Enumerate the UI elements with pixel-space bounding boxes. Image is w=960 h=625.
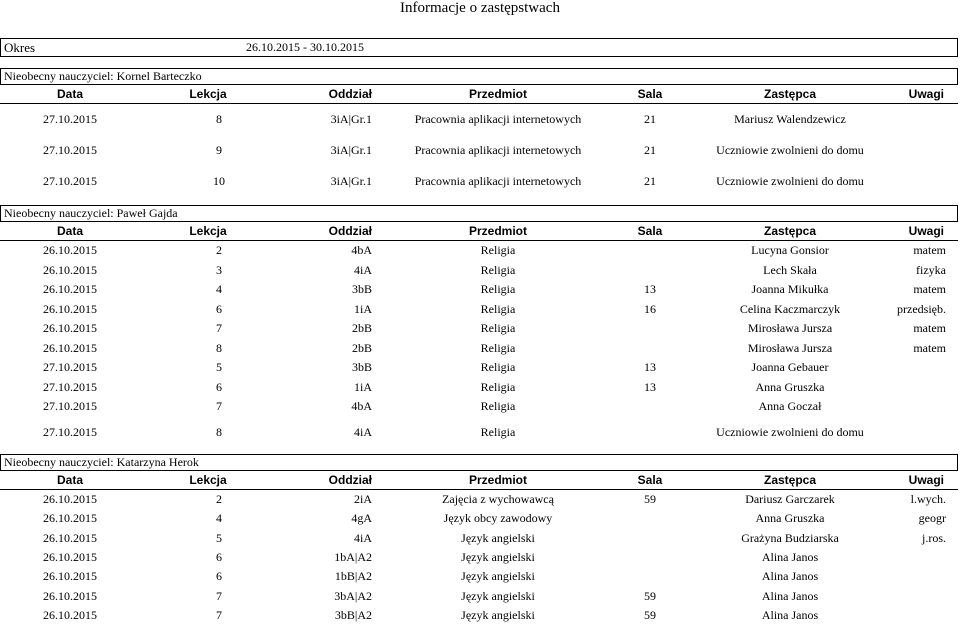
cell-przedmiot: Religia: [480, 340, 516, 355]
header-oddzial: Oddział: [328, 224, 372, 238]
cell-przedmiot: Język angielski: [461, 588, 535, 603]
cell-sala: 13: [644, 379, 656, 394]
table-row: [0, 417, 958, 448]
table-row: [0, 261, 958, 281]
cell-zastepca: Anna Gruszka: [755, 511, 825, 526]
cell-zastepca: Mirosława Jursza: [747, 340, 833, 355]
cell-przedmiot: Religia: [480, 379, 516, 394]
cell-zastepca: Anna Gruszka: [755, 379, 825, 394]
cell-zastepca: Alina Janos: [761, 607, 819, 622]
cell-przedmiot: Pracownia aplikacji internetowych: [414, 112, 582, 126]
cell-lekcja: 8: [216, 112, 222, 126]
cell-lekcja: 4: [216, 282, 222, 297]
cell-data: 26.10.2015: [43, 321, 97, 336]
table-row: [0, 548, 958, 567]
table-row: [0, 166, 958, 197]
cell-zastepca: Mariusz Walendzewicz: [734, 112, 846, 126]
header-uwagi: Uwagi: [908, 87, 944, 101]
cell-data: 26.10.2015: [43, 301, 97, 316]
cell-zastepca: Uczniowie zwolnieni do domu: [716, 424, 864, 439]
cell-oddzial: 1bB|A2: [334, 569, 372, 584]
cell-zastepca: Uczniowie zwolnieni do domu: [716, 143, 864, 157]
cell-zastepca: Grażyna Budziarska: [741, 530, 839, 545]
absent-teacher: [0, 205, 958, 221]
teacher-section: [0, 454, 958, 625]
header-data: Data: [56, 87, 83, 101]
cell-zastepca: Lech Skała: [763, 262, 817, 277]
table-row: [0, 135, 958, 166]
cell-zastepca: Dariusz Garczarek: [745, 492, 835, 507]
header-uwagi: Uwagi: [908, 224, 944, 238]
cell-lekcja: 10: [213, 174, 225, 188]
cell-oddzial: 2bB: [351, 340, 372, 355]
cell-lekcja: 2: [216, 243, 222, 258]
table-row: [0, 397, 958, 417]
cell-uwagi: przedsięb.: [897, 301, 946, 316]
cell-lekcja: 9: [216, 143, 222, 157]
cell-sala: 59: [644, 607, 656, 622]
header-przedmiot: Przedmiot: [468, 473, 527, 487]
header-sala: Sala: [637, 473, 663, 487]
cell-przedmiot: Język angielski: [461, 550, 535, 565]
table-row: [0, 509, 958, 528]
cell-przedmiot: Pracownia aplikacji internetowych: [414, 174, 582, 188]
cell-lekcja: 3: [216, 262, 222, 277]
cell-sala: 21: [644, 174, 656, 188]
cell-lekcja: 5: [216, 360, 222, 375]
absent-teacher-label: Nieobecny nauczyciel:: [4, 69, 117, 83]
cell-lekcja: 4: [216, 511, 222, 526]
cell-data: 26.10.2015: [43, 340, 97, 355]
cell-zastepca: Anna Goczał: [758, 399, 822, 414]
header-zastepca: Zastępca: [763, 87, 817, 101]
cell-oddzial: 3iA|Gr.1: [330, 143, 372, 157]
header-zastepca: Zastępca: [763, 224, 817, 238]
cell-oddzial: 4bA: [351, 243, 372, 258]
cell-oddzial: 3iA|Gr.1: [330, 174, 372, 188]
table-row: [0, 104, 958, 135]
cell-zastepca: Alina Janos: [761, 550, 819, 565]
header-oddzial: Oddział: [328, 87, 372, 101]
cell-lekcja: 7: [216, 399, 222, 414]
cell-oddzial: 4bA: [351, 399, 372, 414]
cell-uwagi: geogr: [918, 511, 946, 526]
cell-zastepca: Alina Janos: [761, 588, 819, 603]
cell-lekcja: 2: [216, 492, 222, 507]
cell-lekcja: 7: [216, 607, 222, 622]
cell-sala: 21: [644, 143, 656, 157]
absent-teacher-name: Kornel Barteczko: [116, 69, 202, 83]
cell-przedmiot: Religia: [480, 282, 516, 297]
cell-lekcja: 5: [216, 530, 222, 545]
cell-data: 26.10.2015: [43, 243, 97, 258]
table-row: [0, 280, 958, 300]
cell-oddzial: 3bB: [351, 360, 372, 375]
cell-uwagi: matem: [913, 321, 946, 336]
absent-teacher-name: Katarzyna Herok: [116, 455, 199, 469]
header-lekcja: Lekcja: [189, 224, 227, 238]
cell-sala: 59: [644, 588, 656, 603]
table-header: [0, 221, 958, 241]
cell-data: 27.10.2015: [43, 112, 97, 126]
cell-zastepca: Mirosława Jursza: [747, 321, 833, 336]
cell-oddzial: 2bB: [351, 321, 372, 336]
table-header: [0, 84, 958, 104]
cell-zastepca: Joanna Gebauer: [751, 360, 829, 375]
table-row: [0, 606, 958, 625]
cell-data: 27.10.2015: [43, 143, 97, 157]
cell-oddzial: 1bA|A2: [334, 550, 372, 565]
cell-data: 26.10.2015: [43, 588, 97, 603]
absent-teacher: [0, 68, 958, 84]
cell-oddzial: 4gA: [351, 511, 372, 526]
cell-uwagi: fizyka: [916, 262, 946, 277]
cell-przedmiot: Religia: [480, 424, 516, 439]
cell-zastepca: Celina Kaczmarczyk: [739, 301, 841, 316]
table-row: [0, 567, 958, 586]
cell-przedmiot: Religia: [480, 301, 516, 316]
cell-data: 26.10.2015: [43, 492, 97, 507]
cell-uwagi: matem: [913, 282, 946, 297]
cell-data: 26.10.2015: [43, 530, 97, 545]
cell-oddzial: 3bB: [351, 282, 372, 297]
cell-data: 26.10.2015: [43, 282, 97, 297]
header-sala: Sala: [637, 224, 663, 238]
cell-oddzial: 3iA|Gr.1: [330, 112, 372, 126]
teacher-section: [0, 205, 958, 448]
cell-przedmiot: Zajęcia z wychowawcą: [442, 492, 554, 507]
cell-przedmiot: Religia: [480, 262, 516, 277]
cell-lekcja: 8: [216, 340, 222, 355]
cell-przedmiot: Pracownia aplikacji internetowych: [414, 143, 582, 157]
cell-data: 27.10.2015: [43, 424, 97, 439]
table-row: [0, 490, 958, 509]
cell-uwagi: matem: [913, 340, 946, 355]
table-row: [0, 241, 958, 261]
table-row: [0, 378, 958, 398]
cell-data: 27.10.2015: [43, 174, 97, 188]
cell-przedmiot: Religia: [480, 360, 516, 375]
cell-przedmiot: Religia: [480, 321, 516, 336]
table-row: [0, 529, 958, 548]
table-row: [0, 319, 958, 339]
header-oddzial: Oddział: [328, 473, 372, 487]
header-przedmiot: Przedmiot: [468, 87, 527, 101]
cell-lekcja: 6: [216, 301, 222, 316]
cell-data: 27.10.2015: [43, 399, 97, 414]
cell-data: 26.10.2015: [43, 262, 97, 277]
cell-data: 27.10.2015: [43, 360, 97, 375]
cell-oddzial: 4iA: [354, 530, 372, 545]
cell-przedmiot: Język obcy zawodowy: [443, 511, 553, 526]
absent-teacher-label: Nieobecny nauczyciel:: [4, 455, 117, 469]
cell-przedmiot: Język angielski: [461, 530, 535, 545]
cell-oddzial: 2iA: [354, 492, 372, 507]
table-row: [0, 586, 958, 605]
absent-teacher-name: Paweł Gajda: [116, 206, 178, 220]
header-lekcja: Lekcja: [189, 473, 227, 487]
header-zastepca: Zastępca: [763, 473, 817, 487]
table-row: [0, 358, 958, 378]
table-header: [0, 470, 958, 490]
cell-sala: 16: [644, 301, 656, 316]
table-row: [0, 339, 958, 359]
cell-przedmiot: Religia: [480, 399, 516, 414]
cell-sala: 21: [644, 112, 656, 126]
cell-lekcja: 7: [216, 321, 222, 336]
cell-zastepca: Joanna Mikułka: [751, 282, 829, 297]
cell-oddzial: 1iA: [354, 379, 372, 394]
cell-zastepca: Alina Janos: [761, 569, 819, 584]
table-row: [0, 300, 958, 320]
cell-przedmiot: Język angielski: [461, 569, 535, 584]
period-row: [0, 38, 958, 57]
absent-teacher-label: Nieobecny nauczyciel:: [4, 206, 117, 220]
cell-lekcja: 7: [216, 588, 222, 603]
cell-data: 26.10.2015: [43, 607, 97, 622]
cell-zastepca: Lucyna Gonsior: [751, 243, 829, 258]
page-title: Informacje o zastępstwach: [400, 0, 560, 16]
cell-data: 27.10.2015: [43, 379, 97, 394]
header-przedmiot: Przedmiot: [468, 224, 527, 238]
cell-uwagi: matem: [913, 243, 946, 258]
cell-data: 26.10.2015: [43, 569, 97, 584]
cell-sala: 59: [644, 492, 656, 507]
absent-teacher: [0, 454, 958, 470]
cell-lekcja: 6: [216, 550, 222, 565]
cell-sala: 13: [644, 360, 656, 375]
cell-uwagi: j.ros.: [922, 530, 946, 545]
cell-data: 26.10.2015: [43, 511, 97, 526]
cell-zastepca: Uczniowie zwolnieni do domu: [716, 174, 864, 188]
cell-oddzial: 3bA|A2: [334, 588, 372, 603]
header-data: Data: [56, 473, 83, 487]
period-value: 26.10.2015 - 30.10.2015: [246, 40, 364, 54]
cell-lekcja: 6: [216, 569, 222, 584]
header-sala: Sala: [637, 87, 663, 101]
cell-oddzial: 1iA: [354, 301, 372, 316]
cell-data: 26.10.2015: [43, 550, 97, 565]
cell-sala: 13: [644, 282, 656, 297]
cell-lekcja: 8: [216, 424, 222, 439]
cell-lekcja: 6: [216, 379, 222, 394]
header-data: Data: [56, 224, 83, 238]
cell-oddzial: 4iA: [354, 424, 372, 439]
cell-oddzial: 4iA: [354, 262, 372, 277]
cell-oddzial: 3bB|A2: [334, 607, 372, 622]
teacher-section: [0, 68, 958, 197]
cell-uwagi: l.wych.: [910, 492, 946, 507]
header-uwagi: Uwagi: [908, 473, 944, 487]
period-label: Okres: [4, 39, 36, 55]
cell-przedmiot: Język angielski: [461, 607, 535, 622]
cell-przedmiot: Religia: [480, 243, 516, 258]
header-lekcja: Lekcja: [189, 87, 227, 101]
